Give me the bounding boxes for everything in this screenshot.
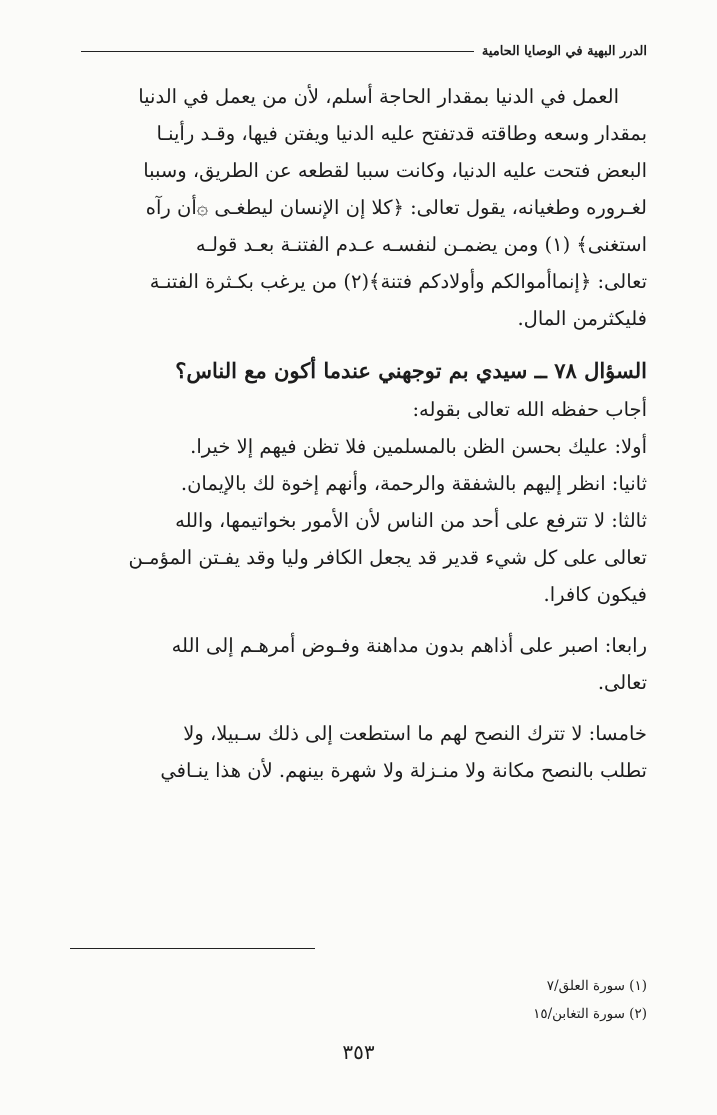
running-head-title: الدرر البهية في الوصايا الحامية [481, 44, 647, 59]
page-number: ٣٥٣ [342, 1040, 375, 1064]
spacer [81, 337, 647, 351]
running-head [81, 44, 647, 59]
point-fourth [81, 627, 647, 701]
body-text [81, 78, 647, 789]
spacer [81, 701, 647, 715]
footnotes [81, 972, 647, 1028]
text-line: فليكثرمن المال. [517, 307, 647, 330]
text-line: بمقدار وسعه وطاقته قدتفتح عليه الدنيا ويفتن فيها، وقـد رأينـا [156, 122, 647, 145]
point-third [81, 502, 647, 613]
footnote-1: (١) سورة العلق/٧ [546, 978, 647, 994]
text-line: العمل في الدنيا بمقدار الحاجة أسلم، لأن من يعمل في الدنيا [138, 85, 619, 108]
point-first: أولا: عليك بحسن الظن بالمسلمين فلا تظن فيهم إلا خيرا. [190, 435, 647, 458]
text-line: تعالى: ﴿إنماأموالكم وأولادكم فتنة﴾(٢) من يرغب بكـثرة الفتنـة [149, 270, 647, 293]
text-line: فيكون كافرا. [543, 583, 647, 606]
text-line: رابعا: اصبر على أذاهم بدون مداهنة وفـوض أمرهـم إلى الله [171, 634, 647, 657]
text-line: تعالى. [597, 671, 647, 694]
footnote-rule [70, 948, 315, 949]
text-line: خامسا: لا تترك النصح لهم ما استطعت إلى ذلك سـبيلا، ولا [183, 722, 647, 745]
text-line: البعض فتحت عليه الدنيا، وكانت سببا لقطعه عن الطريق، وسببا [143, 159, 647, 182]
paragraph-1 [81, 78, 647, 337]
spacer [81, 613, 647, 627]
running-head-rule [81, 51, 474, 52]
answer-intro: أجاب حفظه الله تعالى بقوله: [412, 398, 647, 421]
text-line: استغنى﴾ (١) ومن يضمـن لنفسـه عـدم الفتنـة بعـد قولـه [195, 233, 647, 256]
footnote-2: (٢) سورة التغابن/١٥ [533, 1006, 647, 1022]
text-line: لغـروره وطغيانه، يقول تعالى: ﴿كلا إن الإنسان ليطغـى ۞أن رآه [145, 196, 647, 219]
question-heading: السؤال ٧٨ ــ سيدي بم توجهني عندما أكون مع الناس؟ [175, 358, 647, 383]
text-line: تعالى على كل شيء قدير قد يجعل الكافر وليا وقد يفـتن المؤمـن [128, 546, 647, 569]
point-fifth [81, 715, 647, 789]
text-line: ثالثا: لا تترفع على أحد من الناس لأن الأمور بخواتيمها، والله [175, 509, 647, 532]
text-line: تطلب بالنصح مكانة ولا منـزلة ولا شهرة بينهم. لأن هذا ينـافي [160, 759, 647, 782]
point-second: ثانيا: انظر إليهم بالشفقة والرحمة، وأنهم إخوة لك بالإيمان. [180, 472, 647, 495]
